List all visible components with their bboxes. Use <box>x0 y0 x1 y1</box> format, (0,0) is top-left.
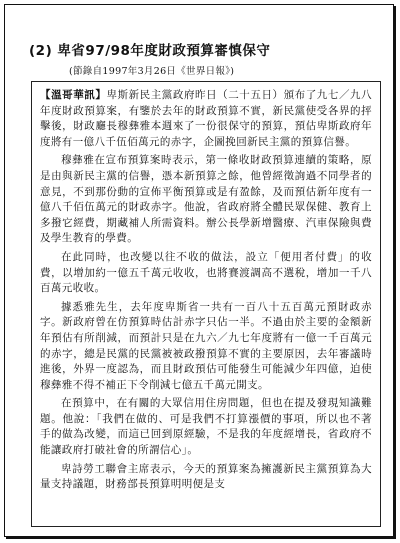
source-citation: (節錄自1997年3月26日《世界日報》) <box>69 66 235 77</box>
article-paragraph-5: 在預算中，在有關的大眾信用住房問題，但也在提及發現知識難題。他說：「我們在做的、可是我們不打算漲價的事項，所以也不著手的做為改變，而這已回到原經驗，不是我的年度經增長，省政府不能讓政府打破社會的所謂信心」。 <box>40 397 372 457</box>
article-paragraph-1 <box>40 88 372 150</box>
dateline-tag: 【溫哥華訊】 <box>40 89 107 101</box>
article-paragraph-2: 穆彝雅在宣布預算案時表示，第一條收財政預算連續的策略，原是由與新民主黨的信譽，憑本新預算之餘，他曾經徵詢過不同學者的意見，不到那份動的宣佈平衡預算或是有盈餘，及而預估新年度有一億八千佰伍萬元的財政赤字。他說，省政府將全體民眾保健、教育上多撥它經費，期藏補人所需資料。辦公長學新增醫療、汽車保險與費及學生教育的學費。 <box>40 154 372 245</box>
article-paragraph-4: 據悉雅先生，去年度卑斯省一共有一百八十五百萬元預財政赤字。新政府曾在仿預算時估計赤字只佔一半。不過由於主要的金額新年預估有所削減，而預計只是在九六／九七年度將有一億一千百萬元的赤字，總是民黨的民黨被被政撥預算不實的主要原因，去年審議時進後，外界一度認為，而且財政預估可能發生可能減少年四億，迫使穆彝雅不得不補正下令削減七億五千萬元開支。 <box>40 300 372 391</box>
page-frame <box>4 4 394 537</box>
article-box <box>31 81 381 527</box>
article-paragraph-6: 卑詩勞工聯會主席表示，今天的預算案為擁護新民主黨預算為大量支持議題，財務部長預算明明便是支 <box>40 462 372 491</box>
document-title: (2) 卑省97/98年度財政預算審慎保守 <box>29 43 271 59</box>
paragraph-text: 卑斯新民主黨政府昨日（二十五日）頒布了九七／九八年度財政預算案，有鑒於去年的財政預算不實，新民黨使受各界的抨擊後，財政廳長穆彝雅本週來了一份很保守的預算，預估卑斯政府年度將有一億八千伍佰萬元的赤字，企圖挽回新民主黨的預算信譽。 <box>40 89 372 148</box>
article-paragraph-3: 在此同時，也改變以往不收的做法，設立「便用者付費」的收費，以增加約一億五千萬元收收，也將賽渡調高不選稅，增加一千八百萬元收收。 <box>40 250 372 295</box>
